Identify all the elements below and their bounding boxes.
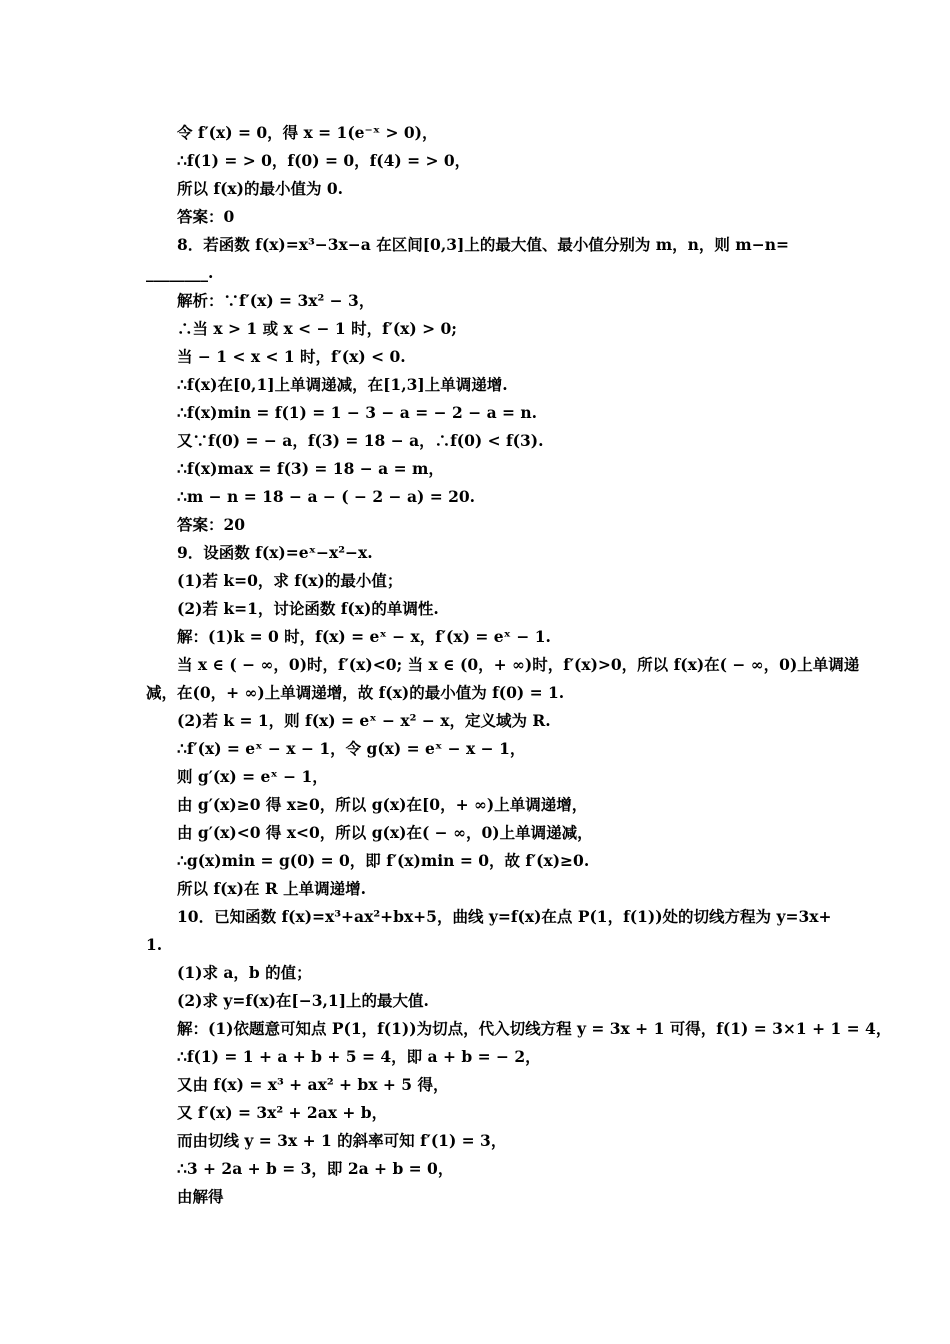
- text-line: 而由切线 y = 3x + 1 的斜率可知 f′(1) = 3，: [177, 1131, 507, 1150]
- text-line: ∴当 x > 1 或 x < − 1 时，f′(x) > 0;: [177, 319, 458, 338]
- text-line: 由 g′(x)≥0 得 x≥0，所以 g(x)在[0，+ ∞)上单调递增，: [177, 795, 588, 814]
- solution-line: 解：(1)依题意可知点 P(1，f(1))为切点，代入切线方程 y = 3x + 1 可得，f(1) = 3×1 + 1 = 4，: [177, 1019, 892, 1038]
- solution-line: 解析：∵f′(x) = 3x² − 3，: [177, 291, 375, 310]
- text-line: 又由 f(x) = x³ + ax² + bx + 5 得，: [177, 1075, 449, 1094]
- text-line: 则 g′(x) = eˣ − 1，: [177, 767, 328, 786]
- text-line: 减，在(0，+ ∞)上单调递增，故 f(x)的最小值为 f(0) = 1.: [146, 683, 565, 702]
- text-line: (2)若 k=1，讨论函数 f(x)的单调性.: [177, 599, 439, 618]
- answer-line: 答案：20: [177, 515, 246, 534]
- text-line: ∴g(x)min = g(0) = 0，即 f′(x)min = 0，故 f′(x)≥0.: [177, 851, 590, 870]
- text-line: 又 f′(x) = 3x² + 2ax + b，: [177, 1103, 388, 1122]
- question-9: 9．设函数 f(x)=eˣ−x²−x.: [177, 543, 373, 562]
- text-line: 所以 f(x)的最小值为 0.: [177, 179, 344, 198]
- text-line: ∴f(x)在[0,1]上单调递减，在[1,3]上单调递增.: [177, 375, 508, 394]
- text-line: 由 g′(x)<0 得 x<0，所以 g(x)在( − ∞，0)上单调递减，: [177, 823, 593, 842]
- text-line: 所以 f(x)在 R 上单调递增.: [177, 879, 367, 898]
- text-line: 令 f′(x) = 0，得 x = 1(e⁻ˣ > 0)，: [177, 123, 438, 142]
- text-line: (2)若 k = 1，则 f(x) = eˣ − x² − x，定义域为 R.: [177, 711, 551, 730]
- text-line: 1.: [146, 935, 163, 954]
- text-line: ∴f(1) = > 0，f(0) = 0，f(4) = > 0，: [177, 151, 471, 170]
- text-line: ________.: [146, 263, 214, 282]
- text-line: ∴f(1) = 1 + a + b + 5 = 4，即 a + b = − 2，: [177, 1047, 541, 1066]
- question-8: 8．若函数 f(x)=x³−3x−a 在区间[0,3]上的最大值、最小值分别为 m，n，则 m−n=: [177, 235, 789, 254]
- text-line: 又∵f(0) = − a，f(3) = 18 − a，∴f(0) < f(3).: [177, 431, 544, 450]
- text-line: ∴f(x)min = f(1) = 1 − 3 − a = − 2 − a = n.: [177, 403, 538, 422]
- answer-line: 答案：0: [177, 207, 235, 226]
- text-line: ∴3 + 2a + b = 3，即 2a + b = 0，: [177, 1159, 454, 1178]
- text-line: 由解得: [177, 1187, 224, 1206]
- text-line: (1)求 a，b 的值；: [177, 963, 312, 982]
- solution-line: 解：(1)k = 0 时，f(x) = eˣ − x，f′(x) = eˣ − 1.: [177, 627, 551, 646]
- text-line: ∴m − n = 18 − a − ( − 2 − a) = 20.: [177, 487, 476, 506]
- text-line: ∴f′(x) = eˣ − x − 1，令 g(x) = eˣ − x − 1，: [177, 739, 526, 758]
- text-line: 当 − 1 < x < 1 时，f′(x) < 0.: [177, 347, 406, 366]
- question-10: 10．已知函数 f(x)=x³+ax²+bx+5，曲线 y=f(x)在点 P(1，f(1))处的切线方程为 y=3x+: [177, 907, 832, 926]
- text-line: (2)求 y=f(x)在[−3,1]上的最大值.: [177, 991, 429, 1010]
- text-line: ∴f(x)max = f(3) = 18 − a = m，: [177, 459, 444, 478]
- text-line: (1)若 k=0，求 f(x)的最小值；: [177, 571, 403, 590]
- text-line: 当 x ∈ ( − ∞，0)时，f′(x)<0; 当 x ∈ (0，+ ∞)时，f′(x)>0，所以 f(x)在( − ∞，0)上单调递: [177, 655, 860, 674]
